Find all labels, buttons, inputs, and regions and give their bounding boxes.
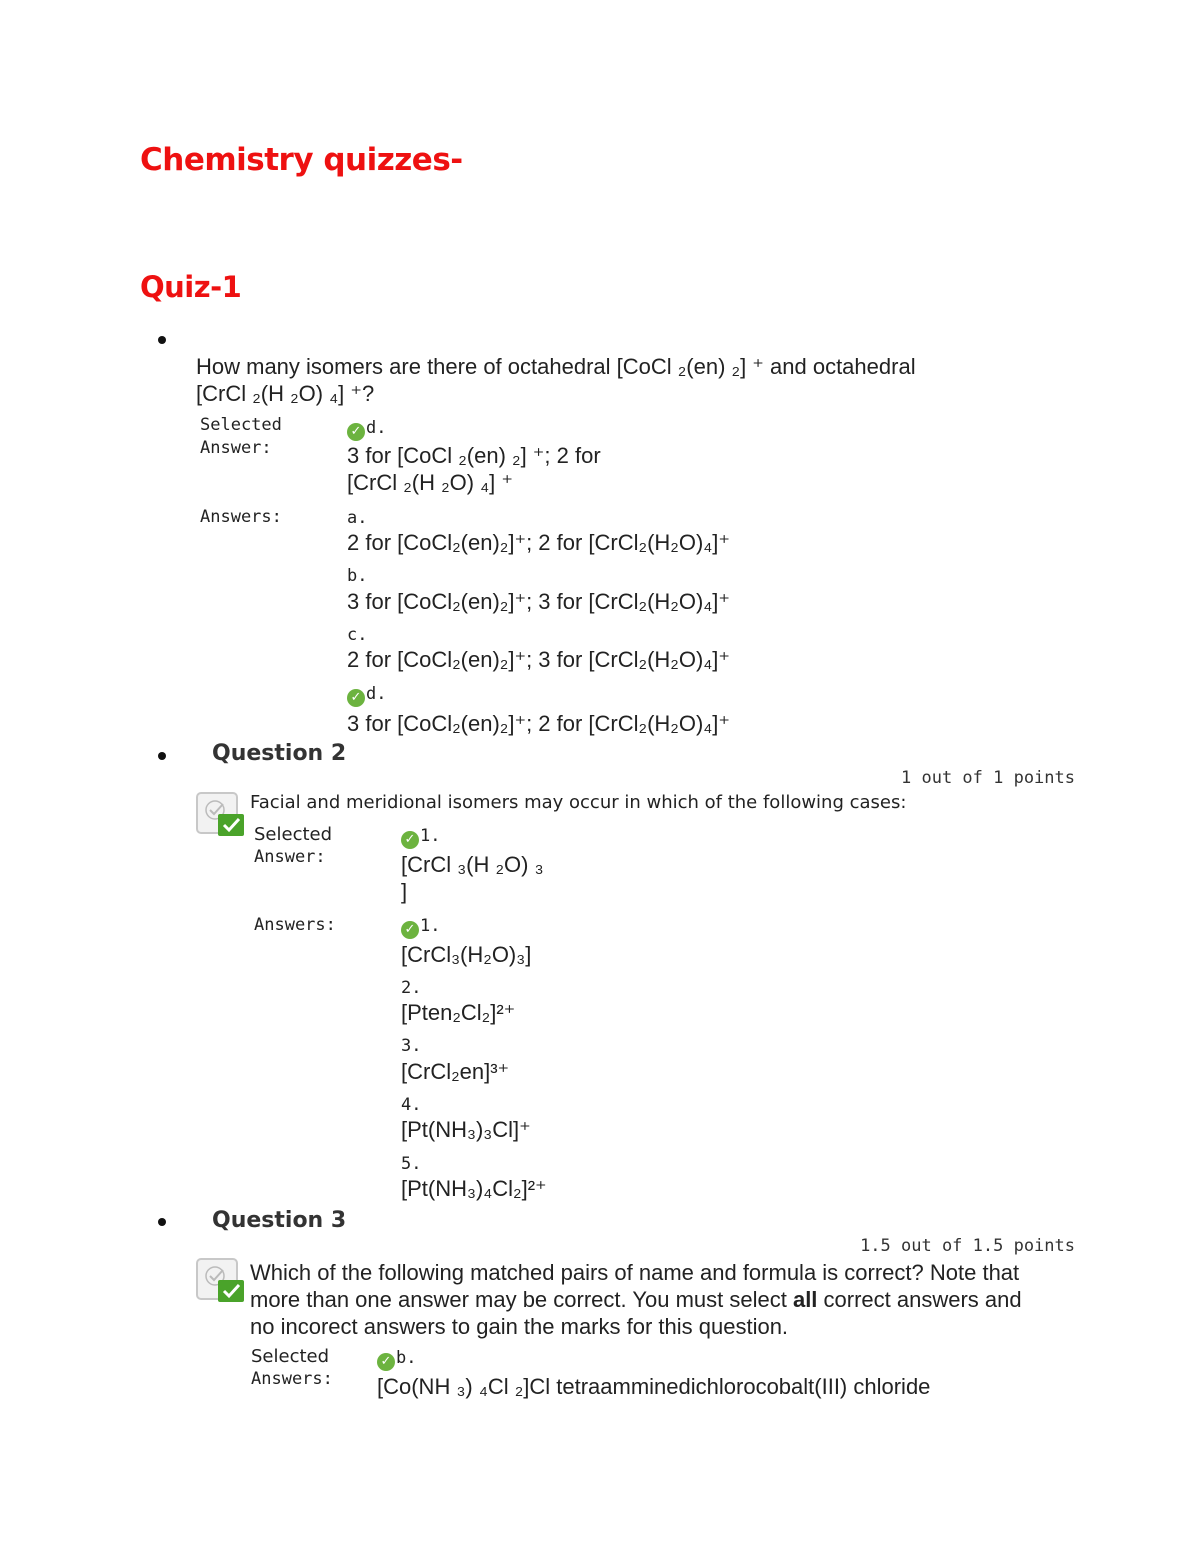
q2-answer-letter-2: 2. bbox=[401, 978, 422, 998]
q2-selected-label: Selected Answer: bbox=[254, 824, 333, 867]
q1-answer-letter-b: b. bbox=[347, 566, 368, 586]
list-bullet bbox=[158, 752, 166, 760]
q2-answer-text-2: [Pten₂Cl₂]²⁺ bbox=[401, 1000, 516, 1025]
q2-selected-answer-line1: [CrCl ₃(H ₂O) ₃ bbox=[401, 852, 544, 877]
q2-answer-text-1: [CrCl₃(H₂O)₃] bbox=[401, 942, 532, 967]
q3-heading: Question 3 bbox=[212, 1208, 347, 1233]
q2-answer-letter-3: 3. bbox=[401, 1036, 422, 1056]
list-bullet bbox=[158, 336, 166, 344]
q2-answer-text-5: [Pt(NH₃)₄Cl₂]²⁺ bbox=[401, 1176, 547, 1201]
q1-answer-text-c: 2 for [CoCl₂(en)₂]⁺; 3 for [CrCl₂(H₂O)₄]⁺ bbox=[347, 647, 730, 672]
q3-question-text-line2: more than one answer may be correct. You must select all correct answers and bbox=[250, 1287, 1022, 1312]
q3-points: 1.5 out of 1.5 points bbox=[860, 1236, 1075, 1256]
q3-question-text-line3: no incorect answers to gain the marks for this question. bbox=[250, 1314, 789, 1339]
check-circle-icon: ✓ bbox=[347, 689, 365, 707]
q2-heading: Question 2 bbox=[212, 741, 347, 766]
q2-answer-letter-4: 4. bbox=[401, 1095, 422, 1115]
q2-answer-text-4: [Pt(NH₃)₃Cl]⁺ bbox=[401, 1117, 531, 1142]
q1-question-text-line2: [CrCl ₂(H ₂O) ₄] ⁺? bbox=[196, 381, 375, 406]
q3-selected-letter: ✓ b. bbox=[377, 1348, 416, 1371]
quiz-title: Quiz-1 bbox=[140, 270, 242, 304]
graded-correct-icon bbox=[196, 792, 246, 838]
q1-selected-answer-line1: 3 for [CoCl ₂(en) ₂] ⁺; 2 for bbox=[347, 443, 601, 468]
list-bullet bbox=[158, 1218, 166, 1226]
page-title: Chemistry quizzes- bbox=[140, 142, 463, 178]
q1-answer-letter-a: a. bbox=[347, 508, 368, 528]
q1-answers-label: Answers: bbox=[200, 507, 282, 527]
q2-answer-text-3: [CrCl₂en]³⁺ bbox=[401, 1059, 510, 1084]
q2-answer-letter-1: ✓ 1. bbox=[401, 916, 440, 939]
q1-answer-letter-c: c. bbox=[347, 625, 368, 645]
q3-selected-answer-text: [Co(NH ₃) ₄Cl ₂]Cl tetraamminedichlorocobalt(III) chloride bbox=[377, 1374, 931, 1399]
q1-selected-letter: ✓ d. bbox=[347, 418, 386, 441]
q1-question-text-line1: How many isomers are there of octahedral [CoCl ₂(en) ₂] ⁺ and octahedral bbox=[196, 354, 916, 379]
q2-answers-label: Answers: bbox=[254, 915, 336, 935]
q3-selected-label: Selected Answers: bbox=[251, 1346, 333, 1389]
check-circle-icon: ✓ bbox=[347, 423, 365, 441]
graded-correct-icon bbox=[196, 1258, 246, 1304]
q2-selected-answer-line2: ] bbox=[401, 879, 408, 904]
q3-question-text-line1: Which of the following matched pairs of name and formula is correct? Note that bbox=[250, 1260, 1020, 1285]
q1-answer-text-d: 3 for [CoCl₂(en)₂]⁺; 2 for [CrCl₂(H₂O)₄]⁺ bbox=[347, 711, 730, 736]
q2-answer-letter-5: 5. bbox=[401, 1154, 422, 1174]
check-circle-icon: ✓ bbox=[401, 831, 419, 849]
q2-question-text: Facial and meridional isomers may occur in which of the following cases: bbox=[250, 792, 907, 813]
q2-points: 1 out of 1 points bbox=[901, 768, 1075, 788]
q2-selected-letter: ✓ 1. bbox=[401, 826, 440, 849]
q1-answer-letter-d: ✓ d. bbox=[347, 684, 386, 707]
q1-answer-text-b: 3 for [CoCl₂(en)₂]⁺; 3 for [CrCl₂(H₂O)₄]⁺ bbox=[347, 589, 730, 614]
check-circle-icon: ✓ bbox=[377, 1353, 395, 1371]
q1-selected-answer-line2: [CrCl ₂(H ₂O) ₄] ⁺ bbox=[347, 470, 513, 495]
q1-selected-label: Selected Answer: bbox=[200, 415, 282, 458]
check-circle-icon: ✓ bbox=[401, 921, 419, 939]
q1-answer-text-a: 2 for [CoCl₂(en)₂]⁺; 2 for [CrCl₂(H₂O)₄]⁺ bbox=[347, 530, 730, 555]
